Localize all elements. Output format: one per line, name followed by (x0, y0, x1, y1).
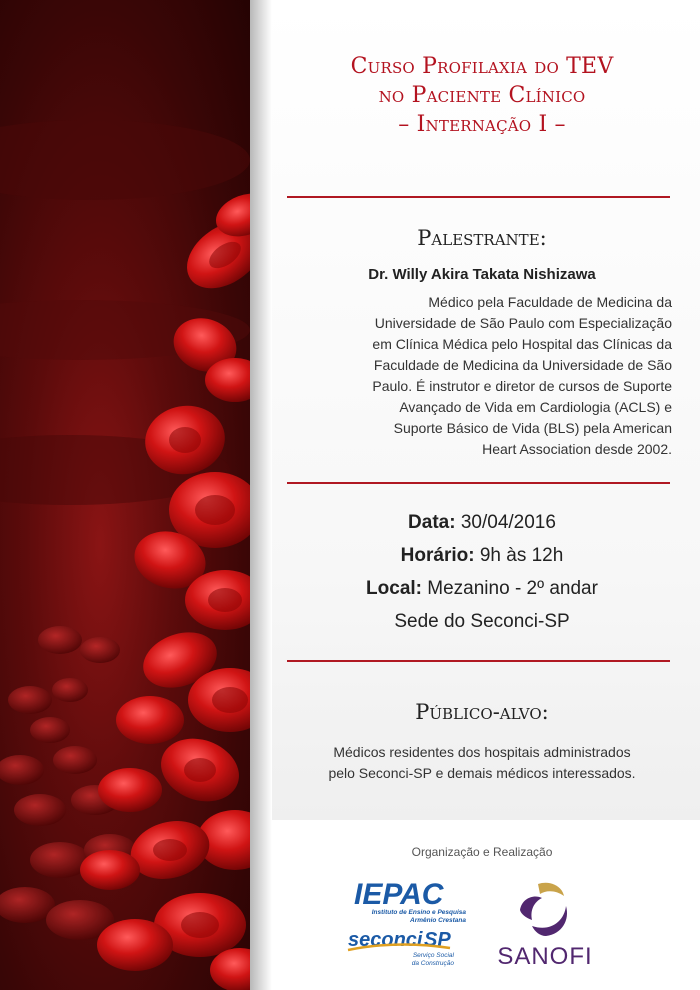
date-label: Data: (408, 512, 456, 533)
time-value: 9h às 12h (474, 545, 564, 566)
event-place (282, 578, 682, 600)
iepac-wordmark: IEPAC (354, 878, 444, 911)
audience-heading: Público-alvo: (415, 700, 549, 724)
iepac-subtitle-2: Armênio Crestana (410, 917, 466, 924)
time-label: Horário: (400, 545, 475, 566)
title-line-3: – Internação I – (398, 112, 566, 137)
organization-label: Organização e Realização (411, 845, 553, 859)
event-date (282, 512, 682, 534)
sanofi-wordmark: SANOFI (497, 943, 593, 970)
event-place-line-2: Sede do Seconci-SP (394, 611, 570, 632)
title-line-2: no Paciente Clínico (378, 83, 586, 108)
seconci-sp-mark: SP (424, 929, 451, 951)
seconci-subtitle-2: da Construção (411, 960, 454, 967)
speaker-name: Dr. Willy Akira Takata Nishizawa (368, 266, 596, 283)
bio-line: Faculdade de Medicina da Universidade de São (373, 357, 672, 373)
sanofi-logo (490, 876, 600, 972)
seconci-wordmark: seconci (348, 929, 423, 951)
bio-line: Universidade de São Paulo com Especialização (374, 315, 672, 331)
bio-line: Paulo. É instrutor e diretor de cursos de Suporte (372, 378, 672, 394)
title-line-1: Curso Profilaxia do TEV (350, 54, 614, 79)
speaker-heading: Palestrante: (417, 226, 547, 250)
divider (287, 482, 670, 484)
iepac-subtitle-1: Instituto de Ensino e Pesquisa (371, 909, 466, 916)
bio-line: Suporte Básico de Vida (BLS) pela American (393, 420, 672, 436)
sanofi-bird-icon (520, 883, 567, 936)
speaker-bio (292, 292, 672, 460)
iepac-seconci-logo (338, 876, 488, 972)
audience-line: Médicos residentes dos hospitais administrados (333, 744, 631, 760)
bio-line: Avançado de Vida em Cardiologia (ACLS) e (399, 399, 672, 415)
place-label: Local: (366, 578, 422, 599)
bio-line: em Clínica Médica pelo Hospital das Clínicas da (372, 336, 672, 352)
audience-line: pelo Seconci-SP e demais médicos interessados. (328, 765, 636, 781)
seconci-subtitle-1: Serviço Social (412, 952, 454, 959)
date-value: 30/04/2016 (455, 512, 556, 533)
panel-shadow (250, 0, 272, 990)
audience-text (282, 742, 682, 784)
event-time (282, 545, 682, 567)
bio-line: Médico pela Faculdade de Medicina da (428, 294, 672, 310)
course-title (282, 52, 682, 139)
divider (287, 660, 670, 662)
place-value: Mezanino - 2º andar (422, 578, 598, 599)
bio-line: Heart Association desde 2002. (482, 441, 672, 457)
blood-cells-image (0, 0, 250, 990)
divider (287, 196, 670, 198)
